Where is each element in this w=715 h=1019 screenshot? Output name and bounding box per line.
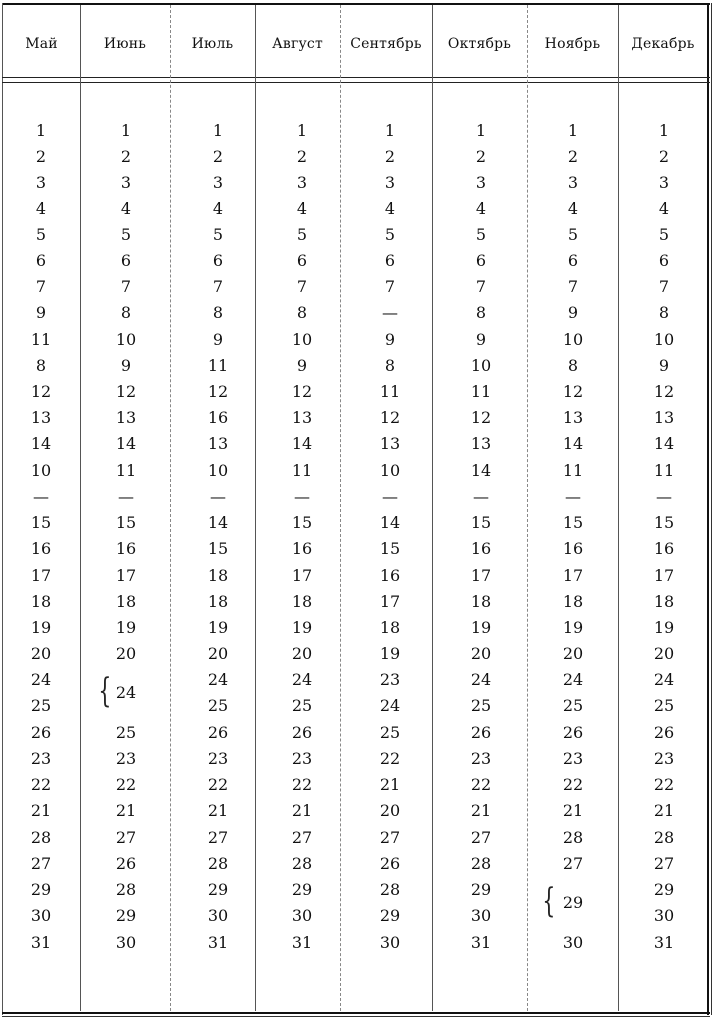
table-cell: 5 bbox=[120, 225, 132, 244]
table-cell: 25 bbox=[291, 696, 313, 715]
table-cell: 26 bbox=[653, 723, 675, 742]
table-cell: 4 bbox=[35, 199, 47, 218]
table-cell: 29 bbox=[30, 880, 52, 899]
column-header: Май bbox=[25, 36, 58, 52]
table-cell: 15 bbox=[30, 513, 52, 532]
table-cell: 11 bbox=[470, 382, 492, 401]
table-cell: 22 bbox=[470, 775, 492, 794]
table-cell: 25 bbox=[653, 696, 675, 715]
table-cell: 23 bbox=[653, 749, 675, 768]
table-cell: 19 bbox=[291, 618, 313, 637]
frame-left-rule bbox=[2, 3, 3, 1015]
table-cell: 2 bbox=[475, 147, 487, 166]
column-divider bbox=[432, 5, 433, 1011]
table-cell: 29 bbox=[207, 880, 229, 899]
table-cell: 12 bbox=[115, 382, 137, 401]
table-cell: 10 bbox=[653, 330, 675, 349]
table-cell: 4 bbox=[567, 199, 579, 218]
table-cell: 24 bbox=[653, 670, 675, 689]
table-cell: 5 bbox=[475, 225, 487, 244]
table-cell: 8 bbox=[296, 303, 308, 322]
table-cell: 28 bbox=[115, 880, 137, 899]
table-cell: 26 bbox=[562, 723, 584, 742]
table-cell: 18 bbox=[30, 592, 52, 611]
table-cell: 8 bbox=[658, 303, 670, 322]
table-cell: 9 bbox=[212, 330, 224, 349]
table-cell: — bbox=[33, 487, 49, 506]
table-cell: 3 bbox=[35, 173, 47, 192]
table-cell: 8 bbox=[475, 303, 487, 322]
table-cell: 1 bbox=[567, 121, 579, 140]
table-cell: 27 bbox=[562, 854, 584, 873]
table-cell: 18 bbox=[379, 618, 401, 637]
table-cell: 6 bbox=[384, 251, 396, 270]
table-cell: 29 bbox=[291, 880, 313, 899]
table-cell: 21 bbox=[562, 801, 584, 820]
table-cell: 21 bbox=[653, 801, 675, 820]
table-cell: 16 bbox=[207, 408, 229, 427]
table-cell: 26 bbox=[470, 723, 492, 742]
table-cell: 17 bbox=[379, 592, 401, 611]
table-cell: 22 bbox=[30, 775, 52, 794]
table-cell: — bbox=[656, 487, 672, 506]
table-cell: 13 bbox=[653, 408, 675, 427]
table-cell: 2 bbox=[567, 147, 579, 166]
table-cell: 24 bbox=[115, 683, 137, 702]
column-header: Декабрь bbox=[631, 36, 695, 52]
table-cell: 15 bbox=[562, 513, 584, 532]
table-cell: 9 bbox=[658, 356, 670, 375]
table-cell: — bbox=[382, 487, 398, 506]
table-cell: 4 bbox=[296, 199, 308, 218]
table-cell: 10 bbox=[470, 356, 492, 375]
frame-bottom-rule bbox=[2, 1012, 710, 1014]
table-cell: 21 bbox=[379, 775, 401, 794]
table-cell: 7 bbox=[296, 277, 308, 296]
table-cell: 17 bbox=[653, 566, 675, 585]
table-cell: 21 bbox=[470, 801, 492, 820]
frame-top-rule bbox=[2, 3, 710, 5]
table-cell: 5 bbox=[384, 225, 396, 244]
table-cell: 14 bbox=[470, 461, 492, 480]
table-cell: 10 bbox=[562, 330, 584, 349]
table-cell: 22 bbox=[207, 775, 229, 794]
table-cell: 18 bbox=[653, 592, 675, 611]
table-cell: 25 bbox=[562, 696, 584, 715]
table-cell: 23 bbox=[470, 749, 492, 768]
table-cell: 13 bbox=[30, 408, 52, 427]
table-cell: 16 bbox=[562, 539, 584, 558]
column-divider bbox=[340, 5, 341, 1011]
table-cell: 23 bbox=[30, 749, 52, 768]
table-cell: 28 bbox=[653, 828, 675, 847]
table-cell: 10 bbox=[207, 461, 229, 480]
merge-brace: { bbox=[98, 671, 112, 711]
table-cell: 28 bbox=[470, 854, 492, 873]
table-cell: 11 bbox=[30, 330, 52, 349]
table-cell: 26 bbox=[207, 723, 229, 742]
table-cell: 17 bbox=[470, 566, 492, 585]
column-header: Июнь bbox=[103, 36, 147, 52]
table-cell: 20 bbox=[30, 644, 52, 663]
table-cell: 30 bbox=[562, 933, 584, 952]
table-cell: 21 bbox=[115, 801, 137, 820]
column-header: Ноябрь bbox=[544, 36, 601, 52]
table-cell: 19 bbox=[379, 644, 401, 663]
table-cell: 27 bbox=[30, 854, 52, 873]
table-cell: 16 bbox=[379, 566, 401, 585]
table-cell: 13 bbox=[291, 408, 313, 427]
table-cell: 23 bbox=[562, 749, 584, 768]
table-cell: 24 bbox=[30, 670, 52, 689]
table-cell: 20 bbox=[115, 644, 137, 663]
table-cell: 3 bbox=[475, 173, 487, 192]
column-header: Октябрь bbox=[447, 36, 512, 52]
table-cell: 28 bbox=[207, 854, 229, 873]
table-cell: 10 bbox=[379, 461, 401, 480]
table-cell: 17 bbox=[30, 566, 52, 585]
table-cell: 2 bbox=[384, 147, 396, 166]
table-cell: 10 bbox=[30, 461, 52, 480]
table-cell: 18 bbox=[562, 592, 584, 611]
table-cell: 30 bbox=[115, 933, 137, 952]
table-cell: 25 bbox=[470, 696, 492, 715]
table-cell: 12 bbox=[291, 382, 313, 401]
table-cell: 23 bbox=[115, 749, 137, 768]
table-cell: 6 bbox=[658, 251, 670, 270]
table-cell: 29 bbox=[115, 906, 137, 925]
table-cell: 1 bbox=[212, 121, 224, 140]
table-cell: 5 bbox=[658, 225, 670, 244]
column-divider bbox=[618, 5, 619, 1011]
table-cell: 31 bbox=[653, 933, 675, 952]
table-cell: 30 bbox=[30, 906, 52, 925]
table-cell: 25 bbox=[379, 723, 401, 742]
table-cell: 22 bbox=[562, 775, 584, 794]
table-cell: 14 bbox=[653, 434, 675, 453]
table-cell: 20 bbox=[291, 644, 313, 663]
table-cell: 24 bbox=[291, 670, 313, 689]
table-cell: 7 bbox=[658, 277, 670, 296]
table-cell: 28 bbox=[291, 854, 313, 873]
table-cell: 6 bbox=[567, 251, 579, 270]
table-cell: 13 bbox=[379, 434, 401, 453]
table-cell: 24 bbox=[470, 670, 492, 689]
table-cell: 3 bbox=[296, 173, 308, 192]
table-cell: 4 bbox=[120, 199, 132, 218]
table-cell: 26 bbox=[30, 723, 52, 742]
table-cell: 12 bbox=[379, 408, 401, 427]
table-cell: 18 bbox=[207, 592, 229, 611]
table-cell: 12 bbox=[653, 382, 675, 401]
column-header: Июль bbox=[191, 36, 234, 52]
table-cell: 5 bbox=[296, 225, 308, 244]
table-cell: 23 bbox=[379, 670, 401, 689]
table-cell: 11 bbox=[653, 461, 675, 480]
table-cell: 15 bbox=[207, 539, 229, 558]
table-cell: 2 bbox=[212, 147, 224, 166]
table-cell: — bbox=[382, 303, 398, 322]
table-cell: 17 bbox=[291, 566, 313, 585]
table-cell: 2 bbox=[296, 147, 308, 166]
table-cell: 27 bbox=[470, 828, 492, 847]
table-cell: 7 bbox=[384, 277, 396, 296]
table-cell: 30 bbox=[653, 906, 675, 925]
table-cell: 8 bbox=[35, 356, 47, 375]
table-cell: 14 bbox=[562, 434, 584, 453]
table-cell: 4 bbox=[475, 199, 487, 218]
table-cell: 9 bbox=[120, 356, 132, 375]
table-cell: 15 bbox=[291, 513, 313, 532]
table-cell: 10 bbox=[115, 330, 137, 349]
table-cell: 15 bbox=[115, 513, 137, 532]
table-cell: 6 bbox=[35, 251, 47, 270]
table-cell: 11 bbox=[115, 461, 137, 480]
table-cell: — bbox=[294, 487, 310, 506]
table-cell: 15 bbox=[470, 513, 492, 532]
table-cell: 5 bbox=[567, 225, 579, 244]
table-cell: 7 bbox=[120, 277, 132, 296]
table-cell: 1 bbox=[384, 121, 396, 140]
table-cell: 9 bbox=[296, 356, 308, 375]
frame-right-rule-inner bbox=[711, 3, 712, 1015]
table-cell: 17 bbox=[562, 566, 584, 585]
table-cell: 9 bbox=[35, 303, 47, 322]
table-cell: 4 bbox=[658, 199, 670, 218]
table-cell: 19 bbox=[115, 618, 137, 637]
table-cell: 30 bbox=[207, 906, 229, 925]
table-cell: — bbox=[118, 487, 134, 506]
table-cell: 29 bbox=[470, 880, 492, 899]
table-cell: 19 bbox=[470, 618, 492, 637]
table-cell: 25 bbox=[115, 723, 137, 742]
table-cell: 20 bbox=[562, 644, 584, 663]
table-cell: 18 bbox=[291, 592, 313, 611]
table-cell: 1 bbox=[296, 121, 308, 140]
table-cell: 3 bbox=[658, 173, 670, 192]
table-cell: 6 bbox=[120, 251, 132, 270]
table-cell: 30 bbox=[470, 906, 492, 925]
table-cell: 19 bbox=[653, 618, 675, 637]
table-cell: 16 bbox=[653, 539, 675, 558]
table-cell: 22 bbox=[291, 775, 313, 794]
table-cell: 7 bbox=[475, 277, 487, 296]
table-cell: 29 bbox=[379, 906, 401, 925]
table-cell: 2 bbox=[120, 147, 132, 166]
table-cell: 14 bbox=[379, 513, 401, 532]
table-cell: 19 bbox=[562, 618, 584, 637]
table-cell: 30 bbox=[379, 933, 401, 952]
table-cell: 4 bbox=[212, 199, 224, 218]
table-cell: 16 bbox=[30, 539, 52, 558]
table-cell: 27 bbox=[379, 828, 401, 847]
header-rule bbox=[2, 77, 710, 78]
table-cell: 12 bbox=[562, 382, 584, 401]
table-cell: 24 bbox=[207, 670, 229, 689]
table-cell: 5 bbox=[212, 225, 224, 244]
table-cell: 27 bbox=[653, 854, 675, 873]
table-cell: 31 bbox=[291, 933, 313, 952]
table-cell: 2 bbox=[35, 147, 47, 166]
table-cell: 13 bbox=[562, 408, 584, 427]
table-cell: 7 bbox=[212, 277, 224, 296]
table-cell: 20 bbox=[207, 644, 229, 663]
table-cell: 1 bbox=[475, 121, 487, 140]
table-cell: 31 bbox=[30, 933, 52, 952]
table-cell: 31 bbox=[207, 933, 229, 952]
table-cell: 5 bbox=[35, 225, 47, 244]
table-cell: 14 bbox=[207, 513, 229, 532]
table-cell: 7 bbox=[567, 277, 579, 296]
table-cell: 6 bbox=[212, 251, 224, 270]
column-header: Август bbox=[272, 36, 323, 52]
table-cell: 24 bbox=[379, 696, 401, 715]
table-cell: 29 bbox=[653, 880, 675, 899]
merge-brace: { bbox=[542, 881, 556, 921]
table-cell: 12 bbox=[470, 408, 492, 427]
table-cell: 30 bbox=[291, 906, 313, 925]
table-cell: 28 bbox=[379, 880, 401, 899]
table-cell: 27 bbox=[115, 828, 137, 847]
table-cell: 14 bbox=[30, 434, 52, 453]
table-cell: 12 bbox=[207, 382, 229, 401]
table-cell: 9 bbox=[384, 330, 396, 349]
table-cell: 4 bbox=[384, 199, 396, 218]
table-cell: 16 bbox=[115, 539, 137, 558]
table-cell: 18 bbox=[207, 566, 229, 585]
table-cell: 21 bbox=[30, 801, 52, 820]
table-cell: 8 bbox=[120, 303, 132, 322]
column-header: Сентябрь bbox=[350, 36, 422, 52]
table-cell: 20 bbox=[379, 801, 401, 820]
table-cell: 21 bbox=[207, 801, 229, 820]
table-cell: 13 bbox=[207, 434, 229, 453]
table-cell: — bbox=[565, 487, 581, 506]
table-cell: 20 bbox=[470, 644, 492, 663]
table-cell: 22 bbox=[379, 749, 401, 768]
table-cell: 8 bbox=[567, 356, 579, 375]
column-divider bbox=[80, 5, 81, 1011]
table-cell: 14 bbox=[115, 434, 137, 453]
table-cell: 28 bbox=[562, 828, 584, 847]
table-cell: 23 bbox=[207, 749, 229, 768]
table-cell: 15 bbox=[379, 539, 401, 558]
table-cell: 11 bbox=[379, 382, 401, 401]
table-cell: 26 bbox=[379, 854, 401, 873]
table-cell: 8 bbox=[384, 356, 396, 375]
table-cell: — bbox=[473, 487, 489, 506]
table-cell: 6 bbox=[475, 251, 487, 270]
table-cell: 13 bbox=[470, 434, 492, 453]
table-cell: 21 bbox=[291, 801, 313, 820]
table-cell: 24 bbox=[562, 670, 584, 689]
table-cell: 12 bbox=[30, 382, 52, 401]
table-cell: 25 bbox=[207, 696, 229, 715]
table-cell: 7 bbox=[35, 277, 47, 296]
table-cell: 3 bbox=[384, 173, 396, 192]
table-cell: 27 bbox=[291, 828, 313, 847]
table-cell: 13 bbox=[115, 408, 137, 427]
table-cell: 9 bbox=[567, 303, 579, 322]
table-cell: 19 bbox=[207, 618, 229, 637]
table-cell: 3 bbox=[567, 173, 579, 192]
table-cell: 19 bbox=[30, 618, 52, 637]
table-cell: 1 bbox=[120, 121, 132, 140]
table-cell: 11 bbox=[207, 356, 229, 375]
table-cell: 23 bbox=[291, 749, 313, 768]
table-cell: 15 bbox=[653, 513, 675, 532]
table-cell: 10 bbox=[291, 330, 313, 349]
table-cell: 22 bbox=[653, 775, 675, 794]
table-cell: 1 bbox=[35, 121, 47, 140]
table-cell: 20 bbox=[653, 644, 675, 663]
table-cell: 1 bbox=[658, 121, 670, 140]
frame-right-rule bbox=[707, 3, 709, 1015]
table-cell: 3 bbox=[120, 173, 132, 192]
table-cell: 26 bbox=[115, 854, 137, 873]
column-divider bbox=[170, 5, 171, 1011]
table-cell: 6 bbox=[296, 251, 308, 270]
header-rule-double bbox=[2, 82, 710, 83]
table-cell: 29 bbox=[562, 893, 584, 912]
table-cell: 17 bbox=[115, 566, 137, 585]
table-cell: 31 bbox=[470, 933, 492, 952]
table-cell: 8 bbox=[212, 303, 224, 322]
table-cell: 16 bbox=[291, 539, 313, 558]
table-cell: 26 bbox=[291, 723, 313, 742]
table-cell: 9 bbox=[475, 330, 487, 349]
table-cell: 27 bbox=[207, 828, 229, 847]
table-cell: 14 bbox=[291, 434, 313, 453]
table-cell: — bbox=[210, 487, 226, 506]
table-cell: 11 bbox=[291, 461, 313, 480]
table-cell: 16 bbox=[470, 539, 492, 558]
table-cell: 18 bbox=[470, 592, 492, 611]
frame-bottom-rule-inner bbox=[2, 1016, 710, 1017]
table-cell: 22 bbox=[115, 775, 137, 794]
table-cell: 2 bbox=[658, 147, 670, 166]
column-divider bbox=[527, 5, 528, 1011]
table-cell: 3 bbox=[212, 173, 224, 192]
table-cell: 11 bbox=[562, 461, 584, 480]
table-cell: 28 bbox=[30, 828, 52, 847]
column-divider bbox=[255, 5, 256, 1011]
table-cell: 25 bbox=[30, 696, 52, 715]
table-cell: 18 bbox=[115, 592, 137, 611]
